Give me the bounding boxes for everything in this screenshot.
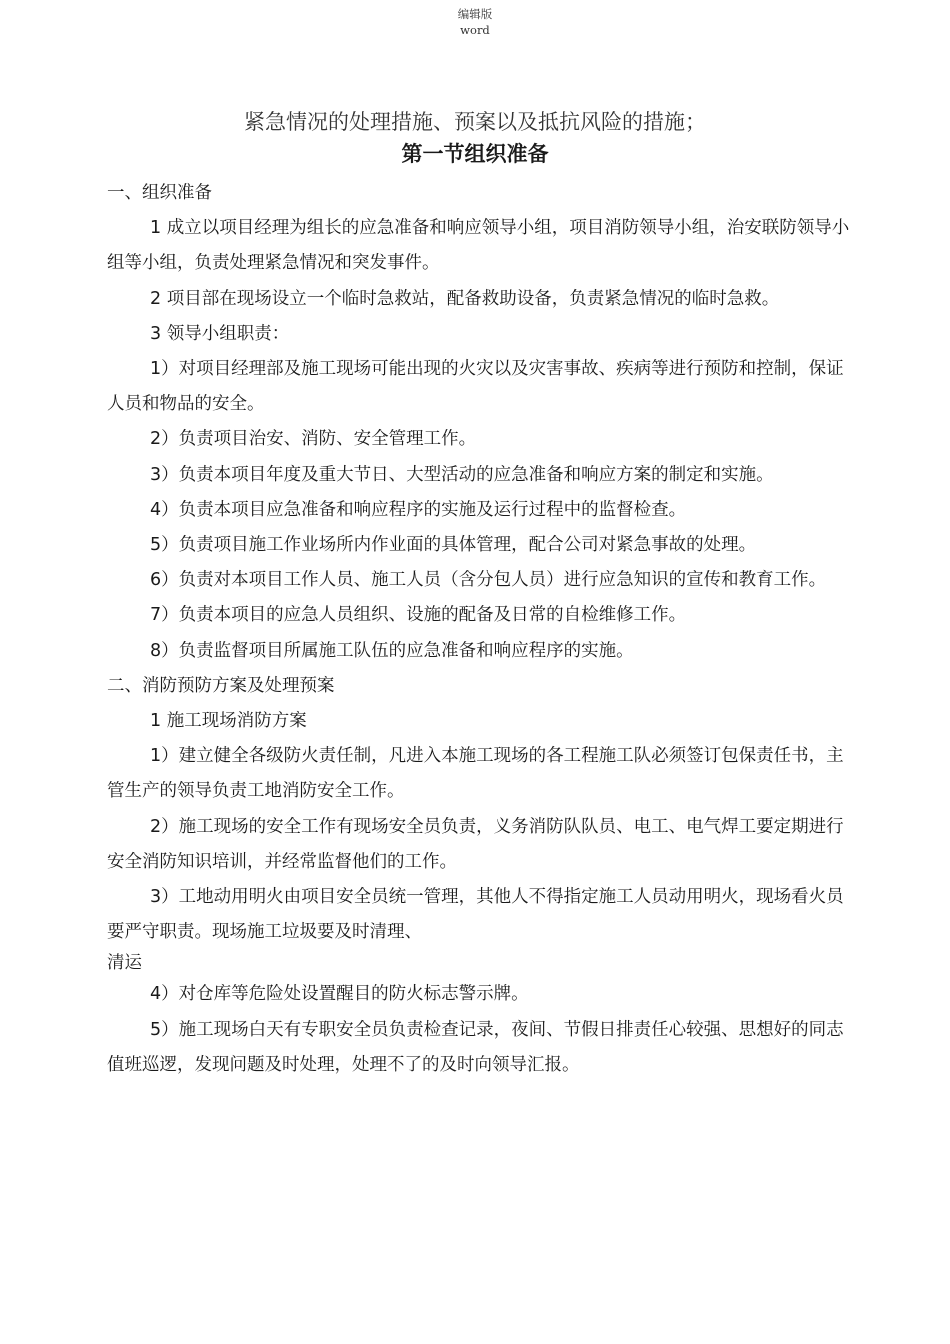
document-title: 紧急情况的处理措施、预案以及抵抗风险的措施； [244,110,706,134]
paragraph: 2 项目部在现场设立一个临时急救站，配备救助设备，负责紧急情况的临时急救。 [150,288,780,309]
list-item: 2）负责项目治安、消防、安全管理工作。 [150,429,477,450]
section-title: 一、组织准备 [107,183,212,203]
paragraph: 1 成立以项目经理为组长的应急准备和响应领导小组，项目消防领导小组，治安联防领导小组等小组，负责处理紧急情况和突发事件。 [107,218,850,274]
list-item: 4）负责本项目应急准备和响应程序的实施及运行过程中的监督检查。 [150,499,687,520]
list-item: 2）施工现场的安全工作有现场安全员负责，义务消防队队员、电工、电气焊工要定期进行安全消防知识培训，并经常监督他们的工作。 [107,816,844,872]
list-item: 1）对项目经理部及施工现场可能出现的火灾以及灾害事故、疾病等进行预防和控制，保证人员和物品的安全。 [107,359,844,415]
list-item: 4）对仓库等危险处设置醒目的防火标志警示牌。 [150,984,529,1005]
list-item: 3）负责本项目年度及重大节日、大型活动的应急准备和响应方案的制定和实施。 [150,464,774,485]
list-item: 3）工地动用明火由项目安全员统一管理，其他人不得指定施工人员动用明火，现场看火员要严守职责。现场施工垃圾要及时清理、 [107,887,844,943]
header-line-2: word [460,23,490,37]
paragraph-continuation: 清运 [107,953,142,974]
paragraph: 3 领导小组职责： [150,323,290,344]
list-item: 5）施工现场白天有专职安全员负责检查记录，夜间、节假日排责任心较强、思想好的同志值班巡逻，发现问题及时处理，处理不了的及时向领导汇报。 [107,1019,844,1075]
section-heading: 第一节组织准备 [401,142,549,166]
page-header [0,6,950,38]
section-title: 二、消防预防方案及处理预案 [107,675,335,696]
list-item: 8）负责监督项目所属施工队伍的应急准备和响应程序的实施。 [150,640,634,661]
paragraph: 1 施工现场消防方案 [150,711,307,732]
document-body [107,176,852,1083]
list-item: 7）负责本项目的应急人员组织、设施的配备及日常的自检维修工作。 [150,605,687,626]
header-line-1: 编辑版 [457,7,493,21]
list-item: 6）负责对本项目工作人员、施工人员（含分包人员）进行应急知识的宣传和教育工作。 [150,570,827,591]
list-item: 1）建立健全各级防火责任制，凡进入本施工现场的各工程施工队必须签订包保责任书，主管生产的领导负责工地消防安全工作。 [107,746,844,802]
list-item: 5）负责项目施工作业场所内作业面的具体管理，配合公司对紧急事故的处理。 [150,535,757,556]
